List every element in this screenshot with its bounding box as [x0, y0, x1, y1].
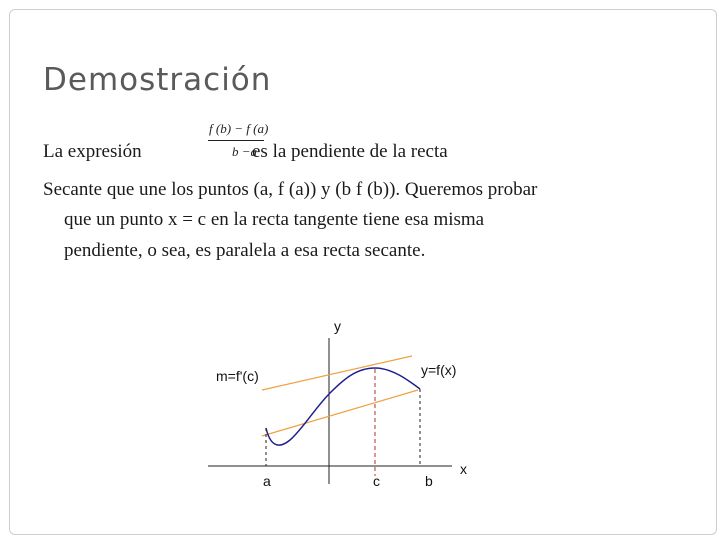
x-axis-label: x	[460, 461, 467, 477]
curve-label: y=f(x)	[421, 362, 457, 378]
tangent-line	[262, 356, 412, 390]
expression-suffix: es la pendiente de la recta	[252, 141, 448, 162]
slide-title: Demostración	[43, 62, 272, 98]
tangent-slope-label: m=f'(c)	[216, 368, 259, 384]
formula-denominator: b −a	[232, 144, 258, 159]
function-curve	[266, 368, 420, 445]
formula-numerator: f (b) − f (a)	[209, 121, 269, 136]
point-b-label: b	[425, 473, 433, 489]
point-c-label: c	[373, 473, 380, 489]
paragraph-line-3: pendiente, o sea, es paralela a esa recta secante.	[64, 240, 426, 261]
paragraph-line-2: que un punto x = c en la recta tangente tiene esa misma	[64, 209, 485, 230]
paragraph-line-1: Secante que une los puntos (a, f (a)) y (b f (b)). Queremos probar	[43, 179, 538, 200]
expression-label: La expresión	[43, 141, 142, 162]
secant-line	[262, 390, 418, 436]
y-axis-label: y	[334, 318, 341, 334]
point-a-label: a	[263, 473, 271, 489]
